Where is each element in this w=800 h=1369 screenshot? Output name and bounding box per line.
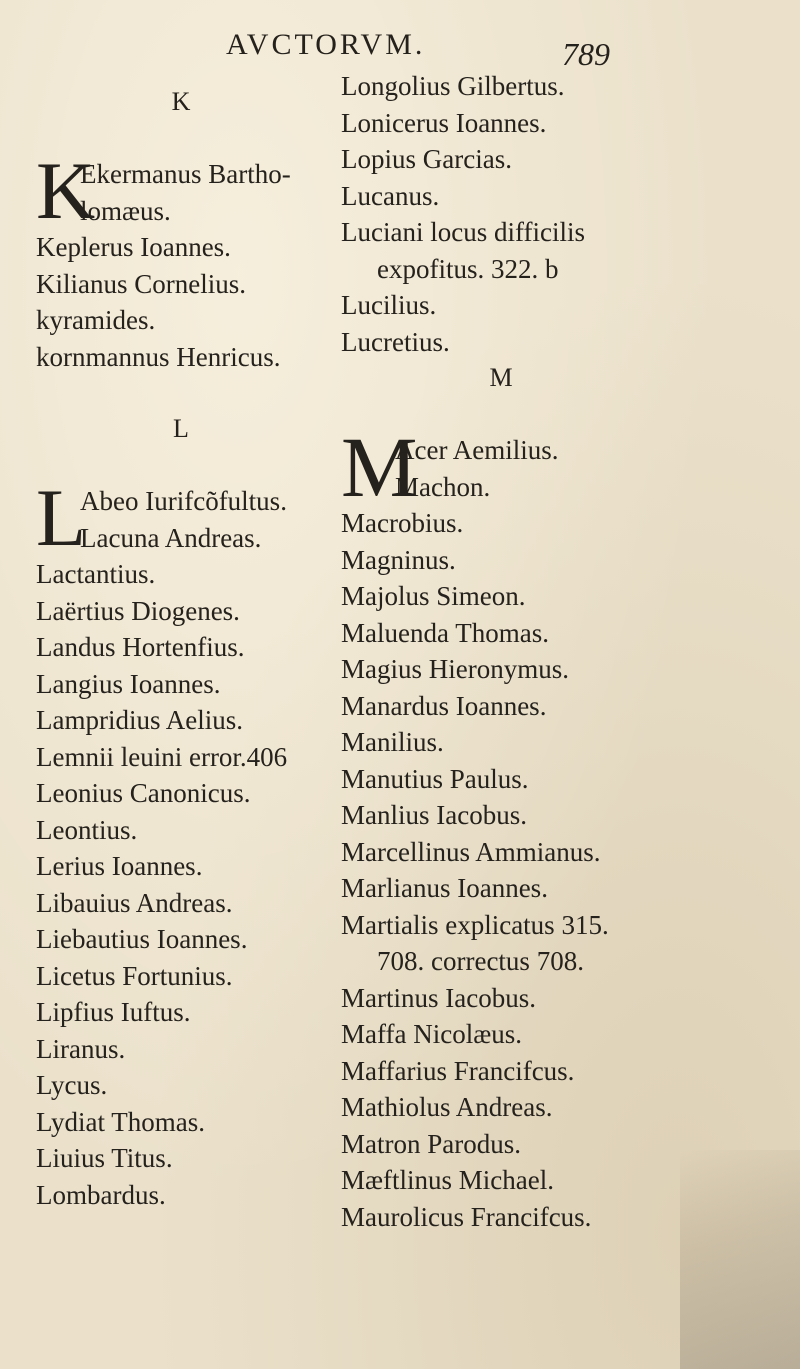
entry-line: Macrobius. (341, 508, 464, 538)
entry-line: Marcellinus Ammianus. (341, 836, 601, 867)
entry-line: Mathiolus Andreas. (341, 1092, 553, 1122)
dropcap-k: K (36, 145, 96, 236)
page-number: 789 (562, 36, 610, 72)
entry-line: Maffarius Francifcus. (341, 1055, 575, 1086)
entry-line: Langius Ioannes. (36, 668, 221, 699)
entry-line: kornmannus Henricus. (36, 341, 281, 372)
page-fold-shadow (680, 1150, 800, 1369)
entry-line: Lampridius Aelius. (36, 705, 243, 735)
entry-line: Manlius Iacobus. (341, 800, 527, 830)
entry-line: Manilius. (341, 727, 444, 757)
entry-line: Maffa Nicolæus. (341, 1019, 522, 1049)
entry-line: Liranus. (36, 1033, 126, 1064)
entry-line: Matron Parodus. (341, 1128, 521, 1159)
entry-line: Maurolicus Francifcus. (341, 1201, 592, 1232)
entry-line: Martinus Iacobus. (341, 982, 536, 1013)
section-letter-m: M (489, 363, 513, 392)
entry-continuation: expofitus. 322. b (377, 253, 559, 284)
entry-line: Lucilius. (341, 290, 437, 320)
entry-line: Acer Aemilius. (395, 435, 559, 465)
entry-line: Landus Hortenfius. (36, 632, 245, 662)
running-head: AVCTORVM. (226, 28, 426, 61)
entry-line: Lactantius. (36, 559, 156, 589)
entry-line: Majolus Simeon. (341, 581, 526, 611)
entry-line: Keplerus Ioannes. (36, 232, 231, 262)
entry-line: Manardus Ioannes. (341, 690, 547, 721)
dropcap-block-m (341, 419, 661, 515)
left-column (36, 84, 326, 1213)
entry-line: Mæftlinus Michael. (341, 1165, 554, 1195)
entry-line: Lydiat Thomas. (36, 1106, 205, 1137)
entry-line: Martialis explicatus 315. (341, 909, 609, 940)
spacer (36, 375, 326, 411)
entry-line: Liuius Titus. (36, 1143, 173, 1173)
entry-continuation: 708. correctus 708. (377, 946, 584, 976)
entry-line: Lycus. (36, 1070, 108, 1100)
entry-line: Magninus. (341, 544, 456, 575)
entry-line: Lombardus. (36, 1179, 166, 1210)
entry-line: Licetus Fortunius. (36, 960, 233, 991)
entry-line: Laërtius Diogenes. (36, 595, 240, 626)
entry-line: Machon. (395, 471, 491, 502)
entry-line: Lemnii leuini error.406 (36, 741, 288, 772)
dropcap-block-l (36, 472, 326, 563)
entry-line: Leonius Canonicus. (36, 778, 251, 808)
entry-line: Leontius. (36, 814, 138, 845)
entry-line: Maluenda Thomas. (341, 617, 549, 648)
entry-line: Ekermanus Bartho- (80, 159, 291, 189)
entry-line: Lerius Ioannes. (36, 851, 203, 881)
section-letter-k: K (171, 87, 191, 116)
entry-line: Lonicerus Ioannes. (341, 107, 547, 138)
section-letter-l: L (173, 414, 189, 443)
page-header (0, 28, 800, 72)
entry-line: Lacuna Andreas. (80, 522, 262, 553)
entry-line: Luciani locus difficilis (341, 217, 585, 247)
right-column (341, 68, 661, 1235)
entry-line: Manutius Paulus. (341, 763, 529, 794)
entry-line: lomæus. (80, 195, 171, 226)
dropcap-block-k (36, 145, 326, 236)
dropcap-m: M (341, 419, 418, 515)
entry-line: Lucretius. (341, 326, 450, 357)
entry-line: Lipfius Iuftus. (36, 997, 191, 1027)
entry-line: Liebautius Ioannes. (36, 924, 248, 954)
entry-line: Longolius Gilbertus. (341, 71, 565, 101)
entry-line: kyramides. (36, 305, 156, 335)
entry-line: Magius Hieronymus. (341, 654, 569, 684)
entry-line: Lucanus. (341, 180, 440, 211)
entry-line: Lopius Garcias. (341, 144, 512, 174)
entry-line: Abeo Iurifcõfultus. (80, 486, 287, 516)
entry-line: Libauius Andreas. (36, 887, 233, 918)
dropcap-l: L (36, 472, 87, 563)
entry-line: Marlianus Ioannes. (341, 873, 548, 903)
entry-line: Kilianus Cornelius. (36, 268, 246, 299)
